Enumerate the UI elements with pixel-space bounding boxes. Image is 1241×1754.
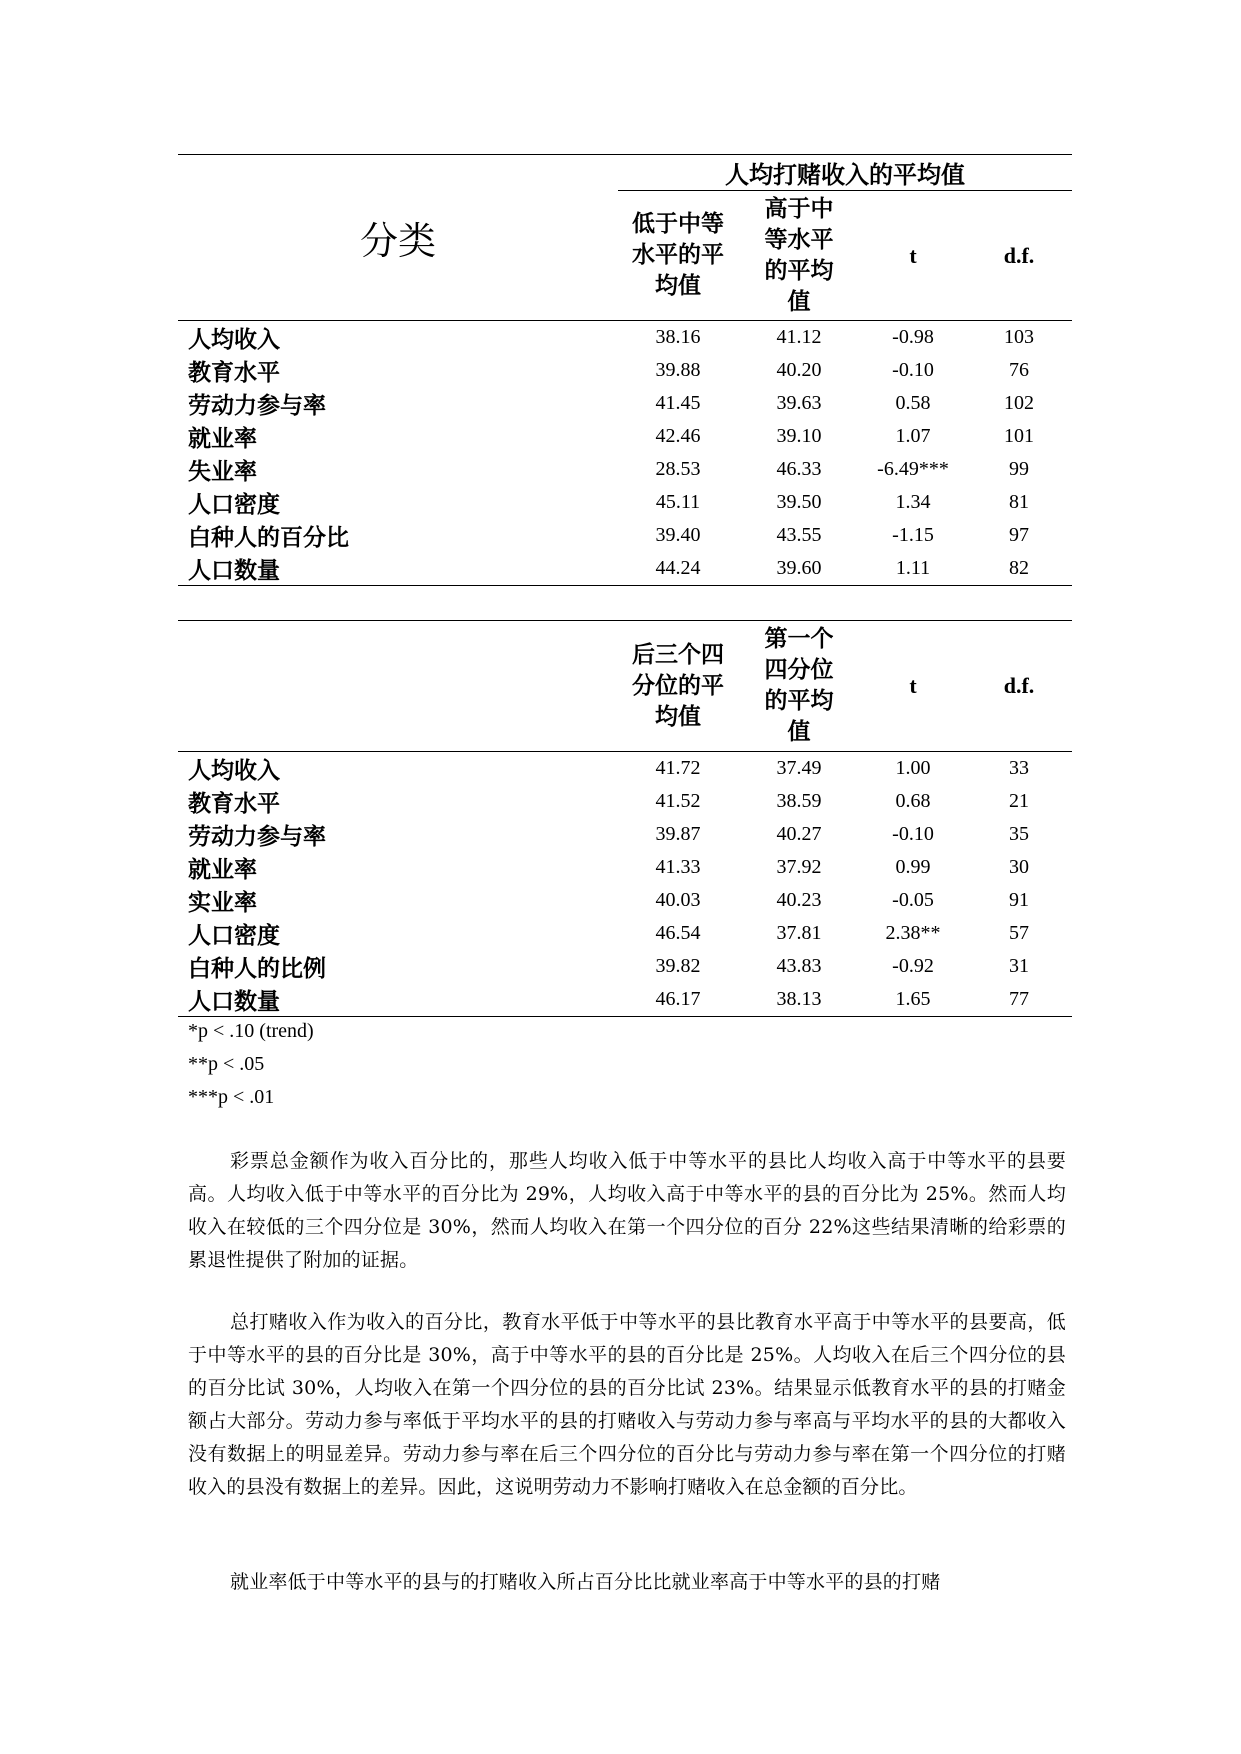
- cell-below-median: 39.88: [655, 359, 701, 381]
- cell-t: 2.38**: [885, 922, 941, 944]
- table-row: [178, 519, 1072, 552]
- row-label: 教育水平: [188, 360, 280, 386]
- cell-lower-three-quartiles: 46.54: [655, 922, 701, 944]
- row-label: 人均收入: [188, 758, 280, 784]
- cell-first-quartile: 40.23: [776, 889, 822, 911]
- cell-first-quartile: 38.13: [738, 983, 860, 1017]
- cell-below-median: 45.11: [655, 491, 701, 513]
- table-row: [178, 552, 1072, 586]
- cell-df: 101: [1004, 425, 1034, 447]
- row-label: 白种人的百分比: [188, 525, 349, 551]
- column-header-t: t: [860, 191, 966, 321]
- column-header-t: t: [860, 621, 966, 752]
- column-header-above-median: 高于中 等水平 的平均 值: [738, 191, 860, 321]
- cell-above-median: 39.50: [776, 491, 822, 513]
- cell-below-median: 42.46: [655, 425, 701, 447]
- column-header-first-quartile: 第一个 四分位 的平均 值: [738, 621, 860, 752]
- cell-t: 0.68: [895, 790, 931, 812]
- table-gambling-income-by-median: [178, 154, 1072, 586]
- note-p01: ***p < .01: [188, 1086, 275, 1108]
- body-paragraph-2: 总打赌收入作为收入的百分比，教育水平低于中等水平的县比教育水平高于中等水平的县要高，低于中等水平的县的百分比是 30%，高于中等水平的县的百分比是 25%。人均收入在后三个四分位的县的百分比试 30%，人均收入在第一个四分位的县的百分比试 23%。结果显示低教育水平的县的打赌金额占大部分。劳动力参与率低于平均水平的县的打赌收入与劳动力参与率高与平均水平的县的大都收入没有数据上的明显差异。劳动力参与率在后三个四分位的百分比与劳动力参与率在第一个四分位的打赌收入的县没有数据上的差异。因此，这说明劳动力不影响打赌收入在总金额的百分比。: [188, 1311, 1066, 1498]
- column-header-below-median: 低于中等 水平的平 均值: [618, 191, 738, 321]
- table-row: [178, 486, 1072, 519]
- cell-above-median: 46.33: [776, 458, 822, 480]
- cell-t: 1.65: [860, 983, 966, 1017]
- table-row: [178, 387, 1072, 420]
- cell-df: 35: [1009, 823, 1029, 845]
- cell-df: 77: [966, 983, 1072, 1017]
- cell-t: 1.34: [895, 491, 931, 513]
- table-row: [178, 785, 1072, 818]
- cell-first-quartile: 43.83: [776, 955, 822, 977]
- row-label: 人口数量: [178, 552, 618, 586]
- cell-below-median: 44.24: [618, 552, 738, 586]
- significance-notes: [188, 1015, 314, 1114]
- table-row: [178, 983, 1072, 1017]
- cell-above-median: 39.63: [776, 392, 822, 414]
- table-row: [178, 950, 1072, 983]
- cell-df: 91: [1009, 889, 1029, 911]
- cell-df: 30: [1009, 856, 1029, 878]
- table-row: [178, 420, 1072, 453]
- cell-t: -6.49***: [877, 458, 949, 480]
- table-row: [178, 884, 1072, 917]
- cell-t: -1.15: [892, 524, 934, 546]
- cell-lower-three-quartiles: 40.03: [655, 889, 701, 911]
- cell-t: -0.10: [892, 823, 934, 845]
- table-row: [178, 851, 1072, 884]
- cell-df: 31: [1009, 955, 1029, 977]
- cell-below-median: 28.53: [655, 458, 701, 480]
- cell-t: 0.99: [895, 856, 931, 878]
- cell-t: 1.07: [895, 425, 931, 447]
- column-header-df: d.f.: [966, 191, 1072, 321]
- cell-df: 99: [1009, 458, 1029, 480]
- group-header: 人均打赌收入的平均值: [618, 155, 1072, 191]
- cell-t: 1.11: [860, 552, 966, 586]
- table-row: [178, 453, 1072, 486]
- cell-df: 33: [1009, 757, 1029, 779]
- body-paragraph-1: 彩票总金额作为收入百分比的，那些人均收入低于中等水平的县比人均收入高于中等水平的县要高。人均收入低于中等水平的百分比为 29%，人均收入高于中等水平的县的百分比为 25%。然而人均收入在较低的三个四分位是 30%，然而人均收入在第一个四分位的百分 22%这些结果清晰的给彩票的累退性提供了附加的证据。: [188, 1150, 1066, 1271]
- row-label: 劳动力参与率: [188, 393, 326, 419]
- row-label: 人口密度: [188, 492, 280, 518]
- row-label: 就业率: [188, 426, 257, 452]
- cell-above-median: 39.10: [776, 425, 822, 447]
- cell-df: 103: [1004, 326, 1034, 348]
- cell-above-median: 43.55: [776, 524, 822, 546]
- table-row: [178, 354, 1072, 387]
- row-label: 教育水平: [188, 791, 280, 817]
- cell-df: 81: [1009, 491, 1029, 513]
- cell-t: -0.98: [892, 326, 934, 348]
- cell-lower-three-quartiles: 39.87: [655, 823, 701, 845]
- cell-above-median: 41.12: [776, 326, 822, 348]
- cell-t: -0.05: [892, 889, 934, 911]
- category-header: 分类: [178, 155, 618, 321]
- cell-first-quartile: 40.27: [776, 823, 822, 845]
- row-label: 就业率: [188, 857, 257, 883]
- cell-t: 1.00: [895, 757, 931, 779]
- note-p05: **p < .05: [188, 1053, 265, 1075]
- body-paragraph-3: 就业率低于中等水平的县与的打赌收入所占百分比比就业率高于中等水平的县的打赌: [230, 1571, 941, 1593]
- table-row: [178, 917, 1072, 950]
- cell-df: 102: [1004, 392, 1034, 414]
- table-row: [178, 752, 1072, 786]
- table-row: [178, 321, 1072, 355]
- cell-lower-three-quartiles: 41.52: [655, 790, 701, 812]
- cell-df: 82: [966, 552, 1072, 586]
- column-header-df: d.f.: [966, 621, 1072, 752]
- row-label: 失业率: [188, 459, 257, 485]
- cell-first-quartile: 37.49: [776, 757, 822, 779]
- cell-lower-three-quartiles: 41.72: [655, 757, 701, 779]
- cell-below-median: 39.40: [655, 524, 701, 546]
- cell-above-median: 40.20: [776, 359, 822, 381]
- cell-df: 97: [1009, 524, 1029, 546]
- cell-first-quartile: 37.81: [776, 922, 822, 944]
- cell-first-quartile: 37.92: [776, 856, 822, 878]
- cell-df: 57: [1009, 922, 1029, 944]
- row-label: 劳动力参与率: [188, 824, 326, 850]
- cell-first-quartile: 38.59: [776, 790, 822, 812]
- row-label: 人口密度: [188, 923, 280, 949]
- cell-below-median: 38.16: [655, 326, 701, 348]
- note-trend: *p < .10 (trend): [188, 1020, 314, 1042]
- row-label: 白种人的比例: [188, 956, 326, 982]
- cell-t: -0.10: [892, 359, 934, 381]
- table-gambling-income-by-quartile: [178, 620, 1072, 1017]
- empty-header-cell: [178, 621, 618, 752]
- row-label: 人口数量: [178, 983, 618, 1017]
- cell-lower-three-quartiles: 39.82: [655, 955, 701, 977]
- cell-t: 0.58: [895, 392, 931, 414]
- table-row: [178, 818, 1072, 851]
- cell-lower-three-quartiles: 41.33: [655, 856, 701, 878]
- cell-df: 76: [1009, 359, 1029, 381]
- cell-df: 21: [1009, 790, 1029, 812]
- cell-t: -0.92: [892, 955, 934, 977]
- cell-above-median: 39.60: [738, 552, 860, 586]
- row-label: 人均收入: [188, 327, 280, 353]
- column-header-lower-three-quartiles: 后三个四 分位的平 均值: [618, 621, 738, 752]
- cell-lower-three-quartiles: 46.17: [618, 983, 738, 1017]
- row-label: 实业率: [188, 890, 257, 916]
- cell-below-median: 41.45: [655, 392, 701, 414]
